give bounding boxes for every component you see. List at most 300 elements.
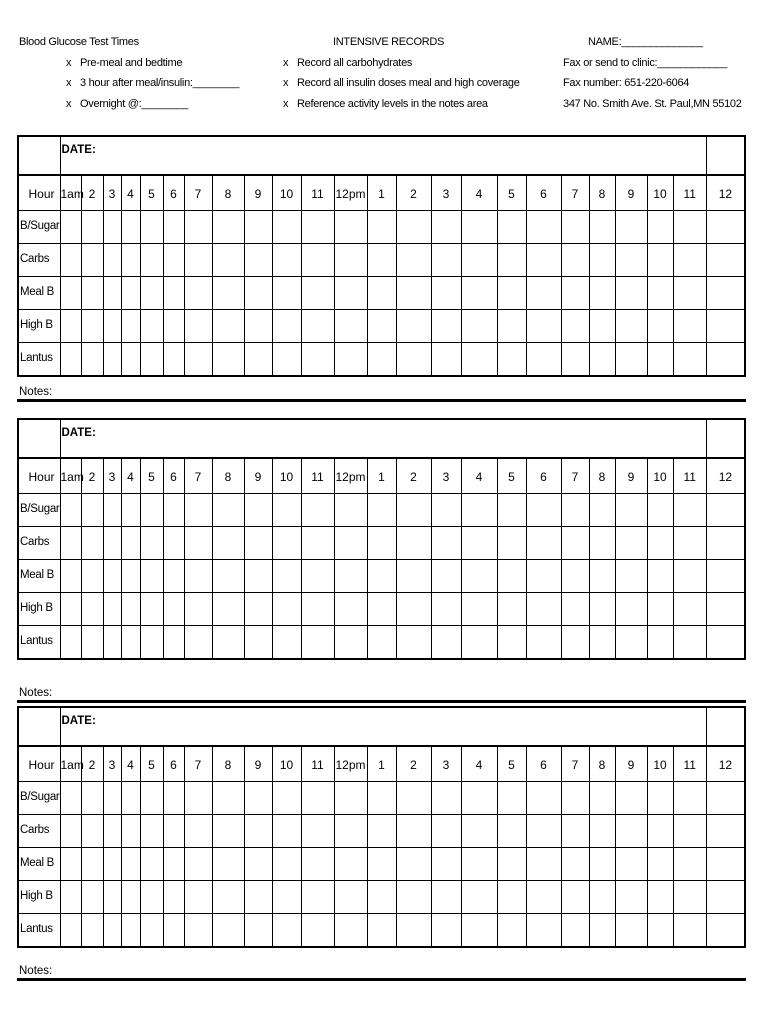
entry-cell[interactable] xyxy=(272,626,301,660)
entry-cell[interactable] xyxy=(615,815,647,848)
entry-cell[interactable] xyxy=(497,881,526,914)
entry-cell[interactable] xyxy=(184,848,212,881)
entry-cell[interactable] xyxy=(60,560,81,593)
entry-cell[interactable] xyxy=(301,881,334,914)
entry-cell[interactable] xyxy=(103,593,121,626)
name-field[interactable]: NAME:______________ xyxy=(588,36,703,48)
entry-cell[interactable] xyxy=(561,343,589,377)
entry-cell[interactable] xyxy=(334,310,367,343)
entry-cell[interactable] xyxy=(647,343,673,377)
entry-cell[interactable] xyxy=(461,310,497,343)
entry-cell[interactable] xyxy=(367,244,396,277)
entry-cell[interactable] xyxy=(526,277,561,310)
entry-cell[interactable] xyxy=(244,914,272,948)
entry-cell[interactable] xyxy=(184,343,212,377)
entry-cell[interactable] xyxy=(272,815,301,848)
entry-cell[interactable] xyxy=(615,881,647,914)
entry-cell[interactable] xyxy=(431,815,461,848)
entry-cell[interactable] xyxy=(589,881,615,914)
entry-cell[interactable] xyxy=(431,277,461,310)
entry-cell[interactable] xyxy=(121,211,140,244)
entry-cell[interactable] xyxy=(497,527,526,560)
entry-cell[interactable] xyxy=(647,626,673,660)
entry-cell[interactable] xyxy=(103,881,121,914)
date-field[interactable]: DATE: xyxy=(60,707,706,746)
entry-cell[interactable] xyxy=(301,782,334,815)
entry-cell[interactable] xyxy=(81,848,103,881)
entry-cell[interactable] xyxy=(212,560,244,593)
entry-cell[interactable] xyxy=(497,848,526,881)
entry-cell[interactable] xyxy=(244,244,272,277)
entry-cell[interactable] xyxy=(615,494,647,527)
entry-cell[interactable] xyxy=(163,277,184,310)
entry-cell[interactable] xyxy=(184,527,212,560)
entry-cell[interactable] xyxy=(673,815,706,848)
entry-cell[interactable] xyxy=(673,310,706,343)
entry-cell[interactable] xyxy=(396,815,431,848)
entry-cell[interactable] xyxy=(163,815,184,848)
entry-cell[interactable] xyxy=(706,593,745,626)
entry-cell[interactable] xyxy=(81,881,103,914)
entry-cell[interactable] xyxy=(647,310,673,343)
entry-cell[interactable] xyxy=(81,211,103,244)
entry-cell[interactable] xyxy=(140,782,163,815)
entry-cell[interactable] xyxy=(212,310,244,343)
entry-cell[interactable] xyxy=(140,593,163,626)
entry-cell[interactable] xyxy=(396,881,431,914)
entry-cell[interactable] xyxy=(301,244,334,277)
entry-cell[interactable] xyxy=(396,593,431,626)
entry-cell[interactable] xyxy=(81,815,103,848)
entry-cell[interactable] xyxy=(673,626,706,660)
entry-cell[interactable] xyxy=(272,881,301,914)
entry-cell[interactable] xyxy=(396,211,431,244)
entry-cell[interactable] xyxy=(163,211,184,244)
entry-cell[interactable] xyxy=(589,343,615,377)
entry-cell[interactable] xyxy=(60,310,81,343)
entry-cell[interactable] xyxy=(647,244,673,277)
entry-cell[interactable] xyxy=(301,593,334,626)
entry-cell[interactable] xyxy=(561,244,589,277)
entry-cell[interactable] xyxy=(706,310,745,343)
entry-cell[interactable] xyxy=(431,848,461,881)
entry-cell[interactable] xyxy=(244,848,272,881)
entry-cell[interactable] xyxy=(103,343,121,377)
entry-cell[interactable] xyxy=(184,310,212,343)
entry-cell[interactable] xyxy=(673,881,706,914)
entry-cell[interactable] xyxy=(589,848,615,881)
entry-cell[interactable] xyxy=(163,343,184,377)
entry-cell[interactable] xyxy=(301,848,334,881)
entry-cell[interactable] xyxy=(140,343,163,377)
entry-cell[interactable] xyxy=(497,914,526,948)
entry-cell[interactable] xyxy=(461,343,497,377)
entry-cell[interactable] xyxy=(706,343,745,377)
entry-cell[interactable] xyxy=(163,310,184,343)
entry-cell[interactable] xyxy=(673,914,706,948)
entry-cell[interactable] xyxy=(334,494,367,527)
entry-cell[interactable] xyxy=(103,626,121,660)
entry-cell[interactable] xyxy=(103,914,121,948)
entry-cell[interactable] xyxy=(431,343,461,377)
entry-cell[interactable] xyxy=(647,211,673,244)
entry-cell[interactable] xyxy=(526,310,561,343)
entry-cell[interactable] xyxy=(431,782,461,815)
entry-cell[interactable] xyxy=(140,494,163,527)
entry-cell[interactable] xyxy=(140,881,163,914)
entry-cell[interactable] xyxy=(184,211,212,244)
entry-cell[interactable] xyxy=(212,244,244,277)
entry-cell[interactable] xyxy=(673,277,706,310)
entry-cell[interactable] xyxy=(673,244,706,277)
entry-cell[interactable] xyxy=(589,310,615,343)
entry-cell[interactable] xyxy=(396,626,431,660)
entry-cell[interactable] xyxy=(81,626,103,660)
entry-cell[interactable] xyxy=(244,494,272,527)
entry-cell[interactable] xyxy=(334,782,367,815)
entry-cell[interactable] xyxy=(60,881,81,914)
entry-cell[interactable] xyxy=(121,782,140,815)
entry-cell[interactable] xyxy=(615,343,647,377)
entry-cell[interactable] xyxy=(367,914,396,948)
entry-cell[interactable] xyxy=(272,494,301,527)
entry-cell[interactable] xyxy=(81,560,103,593)
entry-cell[interactable] xyxy=(647,782,673,815)
entry-cell[interactable] xyxy=(396,560,431,593)
entry-cell[interactable] xyxy=(163,494,184,527)
entry-cell[interactable] xyxy=(431,527,461,560)
entry-cell[interactable] xyxy=(334,560,367,593)
entry-cell[interactable] xyxy=(461,527,497,560)
entry-cell[interactable] xyxy=(334,211,367,244)
entry-cell[interactable] xyxy=(561,527,589,560)
entry-cell[interactable] xyxy=(184,626,212,660)
entry-cell[interactable] xyxy=(497,277,526,310)
entry-cell[interactable] xyxy=(367,881,396,914)
entry-cell[interactable] xyxy=(163,914,184,948)
entry-cell[interactable] xyxy=(589,782,615,815)
entry-cell[interactable] xyxy=(60,343,81,377)
entry-cell[interactable] xyxy=(184,914,212,948)
entry-cell[interactable] xyxy=(212,848,244,881)
entry-cell[interactable] xyxy=(140,211,163,244)
entry-cell[interactable] xyxy=(561,815,589,848)
entry-cell[interactable] xyxy=(81,310,103,343)
entry-cell[interactable] xyxy=(163,244,184,277)
entry-cell[interactable] xyxy=(561,310,589,343)
entry-cell[interactable] xyxy=(121,881,140,914)
entry-cell[interactable] xyxy=(673,343,706,377)
entry-cell[interactable] xyxy=(272,560,301,593)
entry-cell[interactable] xyxy=(272,782,301,815)
entry-cell[interactable] xyxy=(561,626,589,660)
entry-cell[interactable] xyxy=(163,527,184,560)
entry-cell[interactable] xyxy=(706,527,745,560)
entry-cell[interactable] xyxy=(673,494,706,527)
entry-cell[interactable] xyxy=(334,848,367,881)
entry-cell[interactable] xyxy=(431,244,461,277)
notes-field[interactable] xyxy=(17,660,746,703)
entry-cell[interactable] xyxy=(301,343,334,377)
date-field[interactable]: DATE: xyxy=(60,419,706,458)
entry-cell[interactable] xyxy=(212,494,244,527)
entry-cell[interactable] xyxy=(184,560,212,593)
entry-cell[interactable] xyxy=(396,527,431,560)
entry-cell[interactable] xyxy=(212,914,244,948)
entry-cell[interactable] xyxy=(121,848,140,881)
entry-cell[interactable] xyxy=(60,211,81,244)
entry-cell[interactable] xyxy=(561,560,589,593)
entry-cell[interactable] xyxy=(497,244,526,277)
entry-cell[interactable] xyxy=(647,914,673,948)
entry-cell[interactable] xyxy=(497,626,526,660)
entry-cell[interactable] xyxy=(81,527,103,560)
entry-cell[interactable] xyxy=(244,881,272,914)
entry-cell[interactable] xyxy=(589,494,615,527)
entry-cell[interactable] xyxy=(431,560,461,593)
entry-cell[interactable] xyxy=(396,782,431,815)
entry-cell[interactable] xyxy=(103,782,121,815)
entry-cell[interactable] xyxy=(396,310,431,343)
entry-cell[interactable] xyxy=(561,914,589,948)
entry-cell[interactable] xyxy=(301,310,334,343)
entry-cell[interactable] xyxy=(396,914,431,948)
entry-cell[interactable] xyxy=(121,626,140,660)
entry-cell[interactable] xyxy=(140,815,163,848)
entry-cell[interactable] xyxy=(81,494,103,527)
entry-cell[interactable] xyxy=(461,244,497,277)
entry-cell[interactable] xyxy=(103,527,121,560)
entry-cell[interactable] xyxy=(334,914,367,948)
entry-cell[interactable] xyxy=(184,277,212,310)
entry-cell[interactable] xyxy=(431,310,461,343)
entry-cell[interactable] xyxy=(103,277,121,310)
entry-cell[interactable] xyxy=(589,593,615,626)
entry-cell[interactable] xyxy=(163,782,184,815)
entry-cell[interactable] xyxy=(647,277,673,310)
entry-cell[interactable] xyxy=(244,560,272,593)
entry-cell[interactable] xyxy=(121,815,140,848)
entry-cell[interactable] xyxy=(103,244,121,277)
entry-cell[interactable] xyxy=(706,244,745,277)
fax-send-field[interactable]: Fax or send to clinic:____________ xyxy=(563,56,728,69)
entry-cell[interactable] xyxy=(497,343,526,377)
entry-cell[interactable] xyxy=(244,527,272,560)
entry-cell[interactable] xyxy=(244,277,272,310)
entry-cell[interactable] xyxy=(497,310,526,343)
entry-cell[interactable] xyxy=(589,626,615,660)
entry-cell[interactable] xyxy=(81,343,103,377)
entry-cell[interactable] xyxy=(103,494,121,527)
entry-cell[interactable] xyxy=(301,211,334,244)
entry-cell[interactable] xyxy=(184,815,212,848)
entry-cell[interactable] xyxy=(461,494,497,527)
entry-cell[interactable] xyxy=(673,782,706,815)
entry-cell[interactable] xyxy=(367,848,396,881)
entry-cell[interactable] xyxy=(461,881,497,914)
entry-cell[interactable] xyxy=(272,848,301,881)
entry-cell[interactable] xyxy=(103,848,121,881)
entry-cell[interactable] xyxy=(60,782,81,815)
entry-cell[interactable] xyxy=(706,494,745,527)
entry-cell[interactable] xyxy=(60,626,81,660)
entry-cell[interactable] xyxy=(212,782,244,815)
entry-cell[interactable] xyxy=(589,560,615,593)
entry-cell[interactable] xyxy=(163,881,184,914)
entry-cell[interactable] xyxy=(212,277,244,310)
entry-cell[interactable] xyxy=(301,277,334,310)
entry-cell[interactable] xyxy=(561,494,589,527)
entry-cell[interactable] xyxy=(212,593,244,626)
entry-cell[interactable] xyxy=(103,310,121,343)
entry-cell[interactable] xyxy=(184,782,212,815)
entry-cell[interactable] xyxy=(184,494,212,527)
entry-cell[interactable] xyxy=(244,815,272,848)
entry-cell[interactable] xyxy=(184,244,212,277)
entry-cell[interactable] xyxy=(121,244,140,277)
entry-cell[interactable] xyxy=(673,211,706,244)
entry-cell[interactable] xyxy=(706,815,745,848)
entry-cell[interactable] xyxy=(367,211,396,244)
entry-cell[interactable] xyxy=(615,211,647,244)
entry-cell[interactable] xyxy=(334,277,367,310)
entry-cell[interactable] xyxy=(497,593,526,626)
entry-cell[interactable] xyxy=(615,593,647,626)
entry-cell[interactable] xyxy=(431,881,461,914)
entry-cell[interactable] xyxy=(673,560,706,593)
entry-cell[interactable] xyxy=(461,914,497,948)
entry-cell[interactable] xyxy=(334,343,367,377)
entry-cell[interactable] xyxy=(60,593,81,626)
entry-cell[interactable] xyxy=(60,914,81,948)
entry-cell[interactable] xyxy=(706,277,745,310)
entry-cell[interactable] xyxy=(121,527,140,560)
entry-cell[interactable] xyxy=(497,782,526,815)
entry-cell[interactable] xyxy=(334,244,367,277)
entry-cell[interactable] xyxy=(706,914,745,948)
entry-cell[interactable] xyxy=(121,914,140,948)
entry-cell[interactable] xyxy=(461,277,497,310)
entry-cell[interactable] xyxy=(272,310,301,343)
entry-cell[interactable] xyxy=(163,593,184,626)
entry-cell[interactable] xyxy=(589,244,615,277)
entry-cell[interactable] xyxy=(706,560,745,593)
entry-cell[interactable] xyxy=(212,211,244,244)
entry-cell[interactable] xyxy=(647,560,673,593)
entry-cell[interactable] xyxy=(431,914,461,948)
entry-cell[interactable] xyxy=(615,244,647,277)
entry-cell[interactable] xyxy=(431,593,461,626)
entry-cell[interactable] xyxy=(561,211,589,244)
entry-cell[interactable] xyxy=(526,244,561,277)
entry-cell[interactable] xyxy=(589,277,615,310)
entry-cell[interactable] xyxy=(647,848,673,881)
entry-cell[interactable] xyxy=(272,244,301,277)
entry-cell[interactable] xyxy=(272,277,301,310)
entry-cell[interactable] xyxy=(60,527,81,560)
entry-cell[interactable] xyxy=(103,560,121,593)
entry-cell[interactable] xyxy=(461,815,497,848)
entry-cell[interactable] xyxy=(184,881,212,914)
entry-cell[interactable] xyxy=(673,527,706,560)
entry-cell[interactable] xyxy=(140,310,163,343)
entry-cell[interactable] xyxy=(334,626,367,660)
entry-cell[interactable] xyxy=(461,211,497,244)
entry-cell[interactable] xyxy=(461,782,497,815)
entry-cell[interactable] xyxy=(497,815,526,848)
entry-cell[interactable] xyxy=(497,494,526,527)
entry-cell[interactable] xyxy=(244,310,272,343)
entry-cell[interactable] xyxy=(272,211,301,244)
entry-cell[interactable] xyxy=(140,527,163,560)
entry-cell[interactable] xyxy=(184,593,212,626)
entry-cell[interactable] xyxy=(561,782,589,815)
entry-cell[interactable] xyxy=(396,244,431,277)
entry-cell[interactable] xyxy=(561,848,589,881)
entry-cell[interactable] xyxy=(589,815,615,848)
entry-cell[interactable] xyxy=(103,815,121,848)
entry-cell[interactable] xyxy=(367,494,396,527)
date-field[interactable]: DATE: xyxy=(60,136,706,175)
entry-cell[interactable] xyxy=(526,626,561,660)
entry-cell[interactable] xyxy=(60,494,81,527)
entry-cell[interactable] xyxy=(396,494,431,527)
entry-cell[interactable] xyxy=(647,593,673,626)
entry-cell[interactable] xyxy=(526,343,561,377)
entry-cell[interactable] xyxy=(244,593,272,626)
entry-cell[interactable] xyxy=(244,211,272,244)
entry-cell[interactable] xyxy=(334,815,367,848)
entry-cell[interactable] xyxy=(706,848,745,881)
entry-cell[interactable] xyxy=(615,782,647,815)
entry-cell[interactable] xyxy=(615,626,647,660)
entry-cell[interactable] xyxy=(706,782,745,815)
entry-cell[interactable] xyxy=(615,914,647,948)
notes-field[interactable] xyxy=(17,948,746,981)
entry-cell[interactable] xyxy=(81,782,103,815)
entry-cell[interactable] xyxy=(647,494,673,527)
entry-cell[interactable] xyxy=(526,782,561,815)
entry-cell[interactable] xyxy=(526,815,561,848)
entry-cell[interactable] xyxy=(272,593,301,626)
entry-cell[interactable] xyxy=(367,782,396,815)
entry-cell[interactable] xyxy=(396,343,431,377)
entry-cell[interactable] xyxy=(526,560,561,593)
entry-cell[interactable] xyxy=(589,211,615,244)
entry-cell[interactable] xyxy=(140,244,163,277)
entry-cell[interactable] xyxy=(673,848,706,881)
entry-cell[interactable] xyxy=(367,815,396,848)
entry-cell[interactable] xyxy=(526,593,561,626)
entry-cell[interactable] xyxy=(212,527,244,560)
entry-cell[interactable] xyxy=(461,626,497,660)
entry-cell[interactable] xyxy=(647,527,673,560)
entry-cell[interactable] xyxy=(244,626,272,660)
entry-cell[interactable] xyxy=(706,881,745,914)
entry-cell[interactable] xyxy=(301,494,334,527)
entry-cell[interactable] xyxy=(60,815,81,848)
entry-cell[interactable] xyxy=(497,211,526,244)
entry-cell[interactable] xyxy=(244,782,272,815)
entry-cell[interactable] xyxy=(526,881,561,914)
entry-cell[interactable] xyxy=(163,560,184,593)
entry-cell[interactable] xyxy=(526,494,561,527)
entry-cell[interactable] xyxy=(121,310,140,343)
entry-cell[interactable] xyxy=(706,211,745,244)
entry-cell[interactable] xyxy=(60,244,81,277)
entry-cell[interactable] xyxy=(431,494,461,527)
entry-cell[interactable] xyxy=(589,914,615,948)
